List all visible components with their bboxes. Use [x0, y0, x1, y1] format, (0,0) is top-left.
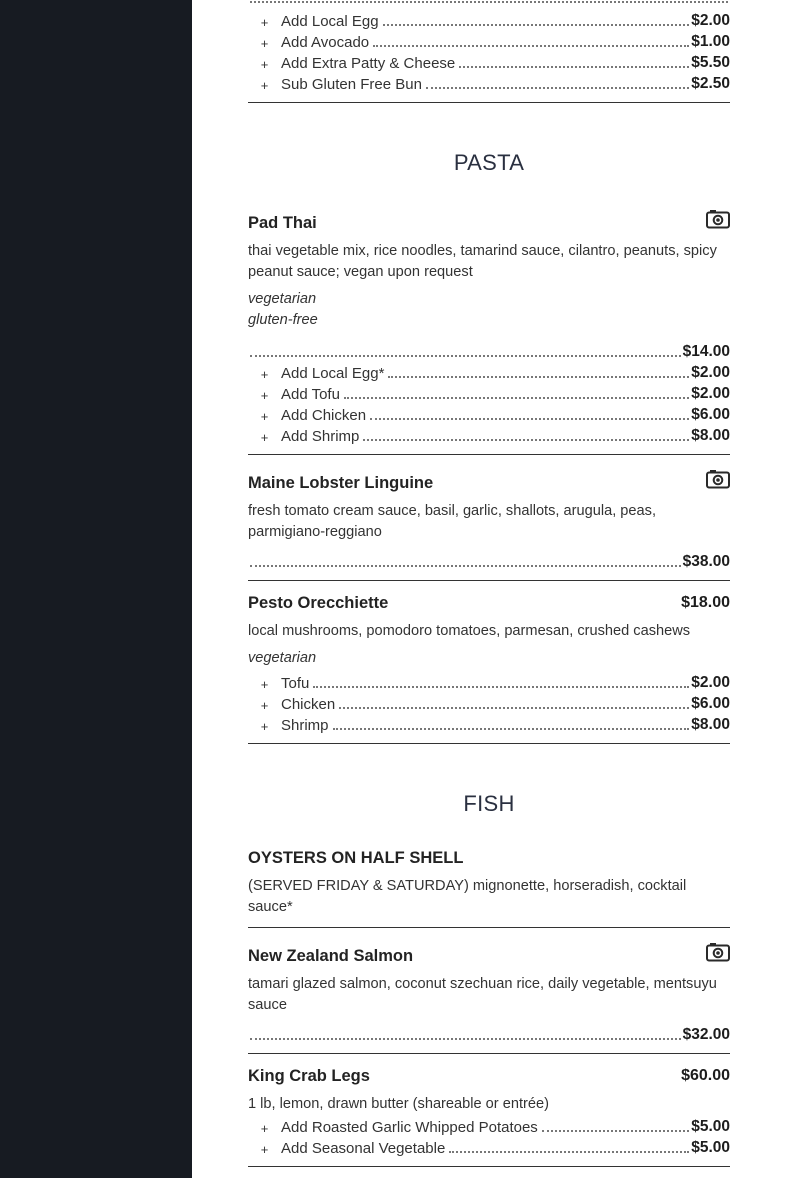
addon-name: Add Seasonal Vegetable	[281, 1140, 446, 1157]
addon-price: $2.00	[691, 674, 730, 691]
camera-icon[interactable]	[706, 209, 730, 229]
addon-name: Sub Gluten Free Bun	[281, 76, 422, 93]
item-name-lobster-linguine: Maine Lobster Linguine	[248, 474, 434, 492]
addon-row: + Tofu $2.00	[260, 674, 730, 692]
addon-row: + Add Avocado $1.00	[260, 33, 730, 51]
addon-price: $8.00	[691, 716, 730, 733]
item-price: $38.00	[682, 553, 730, 570]
addon-name: Add Chicken	[281, 407, 367, 424]
camera-icon[interactable]	[706, 469, 730, 489]
item-name-king-crab: King Crab Legs	[248, 1067, 370, 1085]
addon-row: + Add Seasonal Vegetable $5.00	[260, 1139, 730, 1157]
addon-name: Add Tofu	[281, 386, 340, 403]
item-description: fresh tomato cream sauce, basil, garlic, shallots, arugula, peas, parmigiano-reggiano	[248, 503, 657, 540]
addon-row: + Add Tofu $2.00	[260, 385, 730, 403]
addon-name: Add Avocado	[281, 34, 370, 51]
divider	[248, 1053, 730, 1054]
item-price: $32.00	[682, 1026, 730, 1043]
addon-row: + Add Local Egg* $2.00	[260, 364, 730, 382]
item-price: $18.00	[681, 594, 730, 611]
addon-price: $5.50	[691, 54, 730, 71]
item-name-oysters: OYSTERS ON HALF SHELL	[248, 849, 464, 867]
price-row-cut	[248, 0, 730, 7]
addon-price: $2.00	[691, 364, 730, 381]
price-row	[248, 340, 730, 361]
item-description: local mushrooms, pomodoro tomatoes, parmesan, crushed cashews	[248, 623, 691, 639]
addon-row: + Add Chicken $6.00	[260, 406, 730, 424]
addon-price: $6.00	[691, 406, 730, 423]
item-price: $60.00	[681, 1067, 730, 1084]
section-title-pasta: PASTA	[453, 150, 525, 175]
addon-price: $5.00	[691, 1118, 730, 1135]
addon-name: Add Roasted Garlic Whipped Potatoes	[281, 1119, 538, 1136]
addon-price: $2.50	[691, 75, 730, 92]
section-title-fish: FISH	[463, 791, 515, 816]
addon-name: Add Local Egg	[281, 13, 379, 30]
addon-row: + Add Local Egg $2.00	[260, 12, 730, 30]
price-row	[248, 550, 730, 571]
addon-row: + Shrimp $8.00	[260, 716, 730, 734]
addon-row: + Add Shrimp $8.00	[260, 427, 730, 445]
addon-row: + Sub Gluten Free Bun $2.50	[260, 75, 730, 93]
addon-name: Chicken	[281, 696, 336, 713]
addon-name: Add Extra Patty & Cheese	[281, 55, 456, 72]
divider	[248, 454, 730, 455]
addon-name: Tofu	[281, 675, 310, 692]
addon-price: $6.00	[691, 695, 730, 712]
addon-name: Add Shrimp	[281, 428, 360, 445]
tag-gluten-free: gluten-free	[248, 312, 318, 328]
addon-price: $8.00	[691, 427, 730, 444]
item-name-pesto-orecchiette: Pesto Orecchiette	[248, 594, 389, 612]
item-name-salmon: New Zealand Salmon	[248, 947, 414, 965]
addon-price: $5.00	[691, 1139, 730, 1156]
addon-price: $1.00	[691, 33, 730, 50]
divider	[248, 102, 730, 103]
tag-vegetarian: vegetarian	[248, 650, 317, 666]
item-description: (SERVED FRIDAY & SATURDAY) mignonette, horseradish, cocktail sauce*	[248, 878, 687, 915]
divider	[248, 743, 730, 744]
addon-row: + Add Roasted Garlic Whipped Potatoes $5.00	[260, 1118, 730, 1136]
sidebar	[0, 0, 192, 1178]
divider	[248, 1166, 730, 1167]
item-description: thai vegetable mix, rice noodles, tamarind sauce, cilantro, peanuts, spicy peanut sauce; vegan upon request	[248, 243, 717, 280]
addon-name: Add Local Egg*	[281, 365, 385, 382]
addon-row: + Add Extra Patty & Cheese $5.50	[260, 54, 730, 72]
divider	[248, 927, 730, 928]
tag-vegetarian: vegetarian	[248, 291, 317, 307]
addon-price: $2.00	[691, 385, 730, 402]
item-price: $14.00	[682, 343, 730, 360]
camera-icon[interactable]	[706, 942, 730, 962]
divider	[248, 580, 730, 581]
item-name-pad-thai: Pad Thai	[248, 214, 317, 232]
addon-name: Shrimp	[281, 717, 329, 734]
item-description: 1 lb, lemon, drawn butter (shareable or entrée)	[248, 1096, 549, 1112]
addon-price: $2.00	[691, 12, 730, 29]
addon-row: + Chicken $6.00	[260, 695, 730, 713]
price-row	[248, 1023, 730, 1044]
item-description: tamari glazed salmon, coconut szechuan rice, daily vegetable, mentsuyu sauce	[248, 976, 717, 1013]
